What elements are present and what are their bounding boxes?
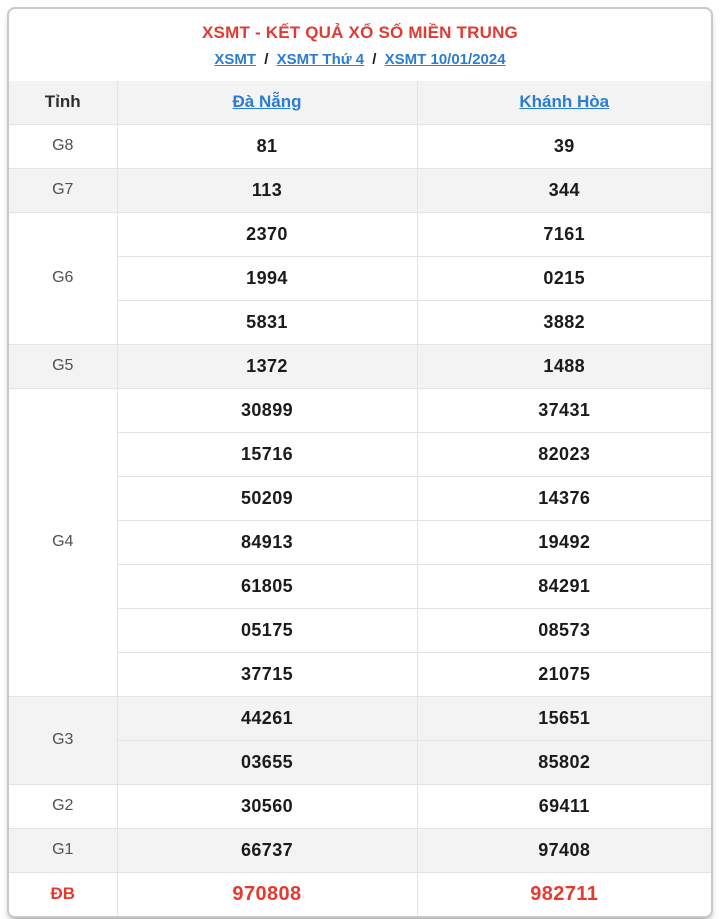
column-header-province: Tỉnh xyxy=(9,81,117,124)
prize-row xyxy=(9,828,711,872)
province-link-khanh-hoa[interactable]: Khánh Hòa xyxy=(519,92,610,112)
prize-number: 85802 xyxy=(417,740,711,784)
prize-number: 344 xyxy=(417,168,711,212)
prize-label: G1 xyxy=(9,828,117,872)
prize-number: 15651 xyxy=(417,696,711,740)
prize-number: 3882 xyxy=(417,300,711,344)
prize-number: 37715 xyxy=(117,652,417,696)
prize-number: 44261 xyxy=(117,696,417,740)
prize-row xyxy=(9,124,711,168)
prize-row xyxy=(9,168,711,212)
prize-number: 66737 xyxy=(117,828,417,872)
prize-number: 5831 xyxy=(117,300,417,344)
prize-row xyxy=(9,872,711,916)
prize-number: 21075 xyxy=(417,652,711,696)
prize-number: 30899 xyxy=(117,388,417,432)
breadcrumb-link[interactable]: XSMT Thứ 4 xyxy=(276,51,365,68)
prize-number: 84291 xyxy=(417,564,711,608)
prize-row xyxy=(9,344,711,388)
prize-number: 81 xyxy=(117,124,417,168)
prize-row xyxy=(9,212,711,256)
prize-number: 7161 xyxy=(417,212,711,256)
prize-number: 30560 xyxy=(117,784,417,828)
prize-number: 970808 xyxy=(117,872,417,916)
table-header-row xyxy=(9,81,711,124)
results-title: XSMT - KẾT QUẢ XỔ SỐ MIỀN TRUNG xyxy=(202,23,518,42)
prize-number: 14376 xyxy=(417,476,711,520)
results-table xyxy=(9,81,711,916)
prize-number: 50209 xyxy=(117,476,417,520)
prize-number: 1372 xyxy=(117,344,417,388)
prize-number: 61805 xyxy=(117,564,417,608)
prize-label: G3 xyxy=(9,696,117,784)
prize-number: 84913 xyxy=(117,520,417,564)
prize-number: 08573 xyxy=(417,608,711,652)
lottery-results-card xyxy=(7,7,713,918)
prize-row xyxy=(9,388,711,432)
prize-label: ĐB xyxy=(9,872,117,916)
column-header-da-nang xyxy=(117,81,417,124)
prize-number: 19492 xyxy=(417,520,711,564)
prize-number: 1994 xyxy=(117,256,417,300)
breadcrumb-separator: / xyxy=(368,51,381,68)
breadcrumb xyxy=(15,49,705,70)
prize-number: 97408 xyxy=(417,828,711,872)
prize-number: 1488 xyxy=(417,344,711,388)
prize-label: G5 xyxy=(9,344,117,388)
prize-number: 113 xyxy=(117,168,417,212)
prize-number: 37431 xyxy=(417,388,711,432)
breadcrumb-link[interactable]: XSMT xyxy=(214,51,257,68)
prize-number: 69411 xyxy=(417,784,711,828)
column-header-khanh-hoa xyxy=(417,81,711,124)
card-header xyxy=(9,9,711,81)
prize-label: G7 xyxy=(9,168,117,212)
prize-label: G4 xyxy=(9,388,117,696)
breadcrumb-separator: / xyxy=(260,51,273,68)
prize-number: 15716 xyxy=(117,432,417,476)
results-table-body xyxy=(9,124,711,916)
prize-number: 05175 xyxy=(117,608,417,652)
prize-row xyxy=(9,784,711,828)
prize-number: 982711 xyxy=(417,872,711,916)
prize-number: 82023 xyxy=(417,432,711,476)
prize-number: 0215 xyxy=(417,256,711,300)
prize-number: 2370 xyxy=(117,212,417,256)
prize-label: G8 xyxy=(9,124,117,168)
province-link-da-nang[interactable]: Đà Nẵng xyxy=(232,92,302,112)
prize-label: G6 xyxy=(9,212,117,344)
prize-number: 03655 xyxy=(117,740,417,784)
breadcrumb-link[interactable]: XSMT 10/01/2024 xyxy=(384,51,506,68)
prize-number: 39 xyxy=(417,124,711,168)
prize-row xyxy=(9,696,711,740)
prize-label: G2 xyxy=(9,784,117,828)
